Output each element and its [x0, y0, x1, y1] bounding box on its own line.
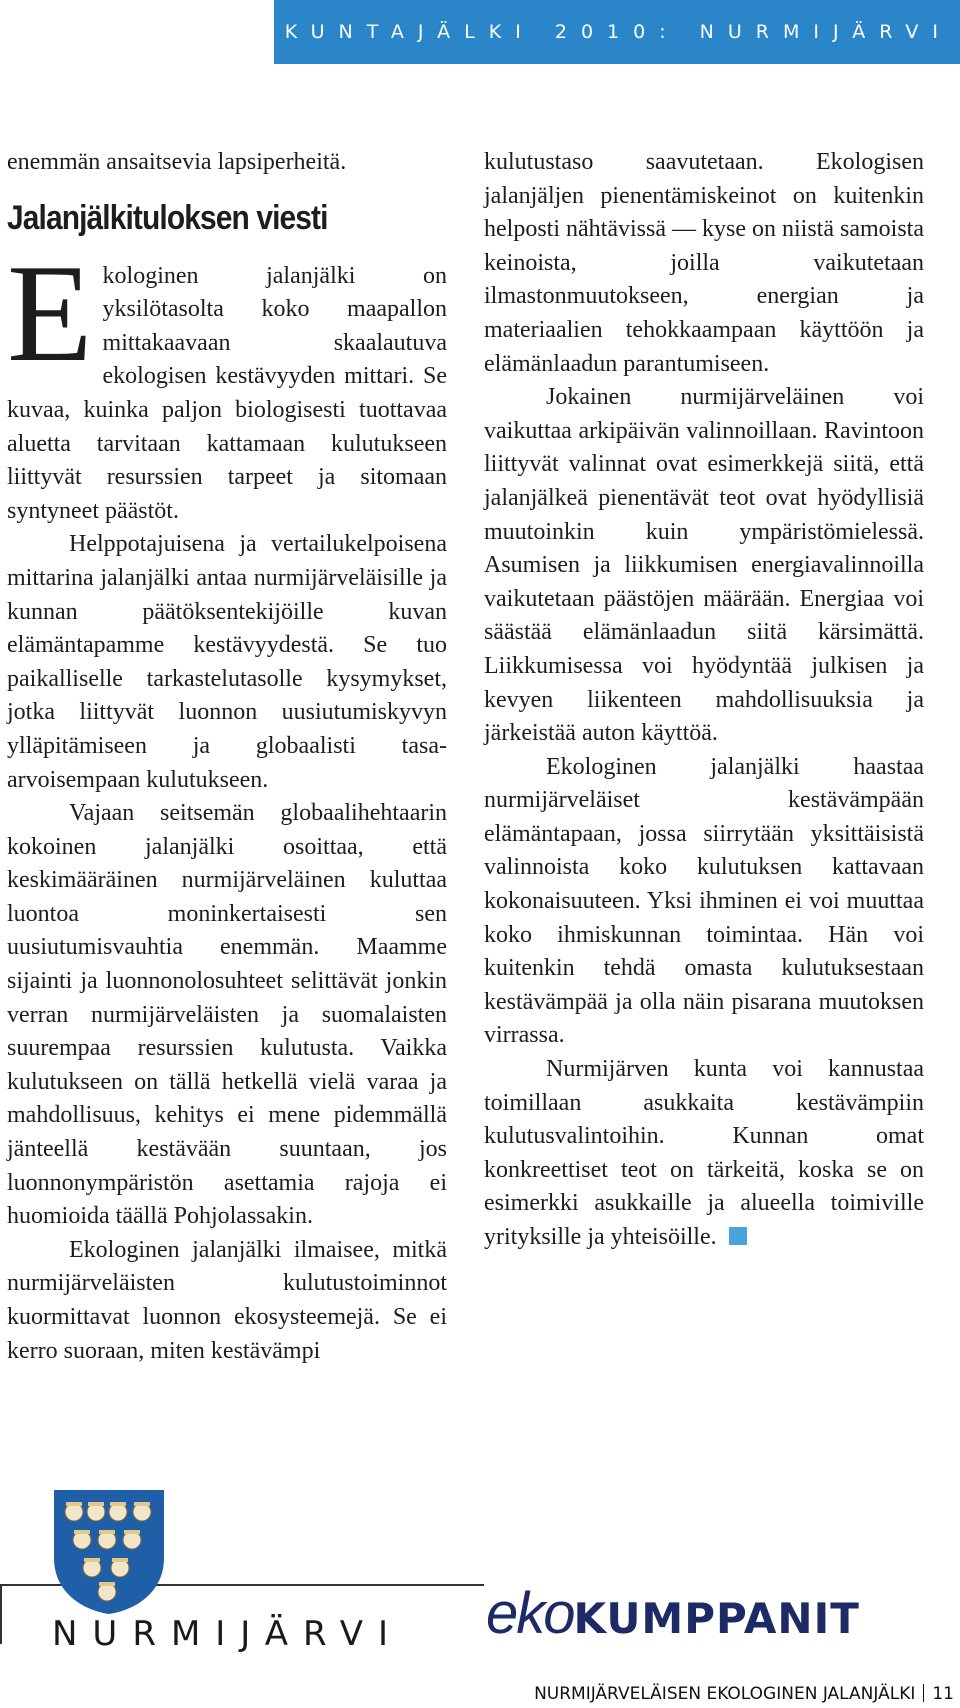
paragraph-continuation: enemmän ansaitsevia lapsiperheitä. [7, 149, 347, 175]
footer-running-title: NURMIJÄRVELÄISEN EKOLOGINEN JALANJÄLKI [534, 1684, 916, 1704]
municipality-logo-wordmark: NURMIJÄRVI [52, 1614, 404, 1654]
paragraph: Jokainen nurmijärveläinen voi vaikuttaa arkipäivän valinnoillaan. Ravintoon liittyvät valinnat ovat esimerkkejä siitä, että jalanjälkeä pienentävät teot ovat hyödyllisiä muutoinkin kuin ympäristömielessä. Asumisen ja liikkumisen energiavalinnoilla vaikutetaan päästöjen määrään. Energiaa voi säästää elämänlaadun siitä kärsimättä. Liikkumisessa voi hyödyntää julkisen ja kevyen liikenteen mahdollisuuksia ja järkeistää auton käyttöä. [484, 384, 924, 747]
paragraph: Ekologinen jalanjälki haastaa nurmijärveläiset kestävämpään elämäntapaan, jossa siirrytään yksittäisistä valinnoista koko kulutuksen kattavaan kokonaisuuteen. Yksi ihminen ei voi muuttaa koko ihmiskunnan toimintaa. Hän voi kuitenkin tehdä omasta kulutuksestaan kestävämpää ja olla näin pisarana muutoksen virrassa. [484, 753, 924, 1049]
ekokumppanit-logo-eko: eko [486, 1581, 574, 1646]
page-footer [534, 1684, 954, 1704]
coat-of-arms-icon [52, 1488, 166, 1616]
paragraph: Helppotajuisena ja vertailukelpoisena mittarina jalanjälki antaa nurmijärveläisille ja kunnan päätöksentekijöille kuvan elämäntapamme kestävyydestä. Se tuo paikalliselle tarkastelutasolle kysymykset, jotka liittyvät luonnon uusiutumiskyvyn ylläpitämiseen ja globaalisti tasa-arvoisempaan kulutukseen. [7, 531, 447, 793]
running-header-title: KUNTAJÄLKI 2010: NURMIJÄRVI [284, 21, 952, 43]
page-number: 11 [932, 1684, 954, 1704]
paragraph-final [484, 1053, 924, 1255]
end-of-article-square-icon [729, 1227, 747, 1245]
section-heading: Jalanjälkituloksen viesti [7, 198, 328, 237]
footer-separator [923, 1684, 924, 1702]
paragraph-final-text: Nurmijärven kunta voi kannustaa toimillaan asukkaita kestävämpiin kulutusvalintoihin. Kunnan omat konkreettiset teot on tärkeitä, koska se on esimerkki asukkaille ja alueella toimiville yrityksille ja yhteisöille. [484, 1056, 924, 1250]
paragraph-continuation: kulutustaso saavutetaan. Ekologisen jalanjäljen pienentämiskeinot on kuitenkin helposti nähtävissä — kyse on niistä samoista keinoista, joilla vaikutetaan ilmastonmuutokseen, energian ja materiaalien tehokkaampaan käyttöön ja elämänlaadun parantumiseen. [484, 149, 924, 377]
header-band [274, 0, 960, 64]
drop-cap: E [7, 235, 93, 391]
footer-rule-tick [0, 1584, 2, 1644]
right-column [484, 146, 924, 1255]
ekokumppanit-logo-kumppanit: KUMPPANIT [573, 1594, 860, 1643]
paragraph-intro-text: kologinen jalanjälki on yksilötasolta koko maapallon mittakaavaan skaalautuva ekologisen kestävyyden mittari. Se kuvaa, kuinka paljon biologisesti tuottavaa aluetta tarvitaan kattamaan kulutukseen liittyvät resurssien tarpeet ja sitomaan syntyneet päästöt. [7, 262, 447, 524]
paragraph: Ekologinen jalanjälki ilmaisee, mitkä nurmijärveläisten kulutustoiminnot kuormittavat luonnon ekosysteemejä. Se ei kerro suoraan, miten kestävämpi [7, 1236, 447, 1364]
paragraph: Vajaan seitsemän globaalihehtaarin kokoinen jalanjälki osoittaa, että keskimääräinen nurmijärveläinen kuluttaa luontoa moninkertaisesti sen uusiutumisvauhtia enemmän. Maamme sijainti ja luonnonolosuhteet selittävät jonkin verran nurmijärveläisten ja suomalaisten suurempaa resurssien kulutusta. Vaikka kulutukseen on tällä hetkellä vielä varaa ja mahdollisuus, kehitys ei mene pidemmällä jänteellä kestävään suuntaan, jos luonnonympäristön asettamia rajoja ei huomioida täällä Pohjolassakin. [7, 800, 447, 1230]
paragraph-intro [7, 235, 447, 529]
ekokumppanit-logo [486, 1580, 860, 1647]
left-column [7, 146, 447, 1368]
